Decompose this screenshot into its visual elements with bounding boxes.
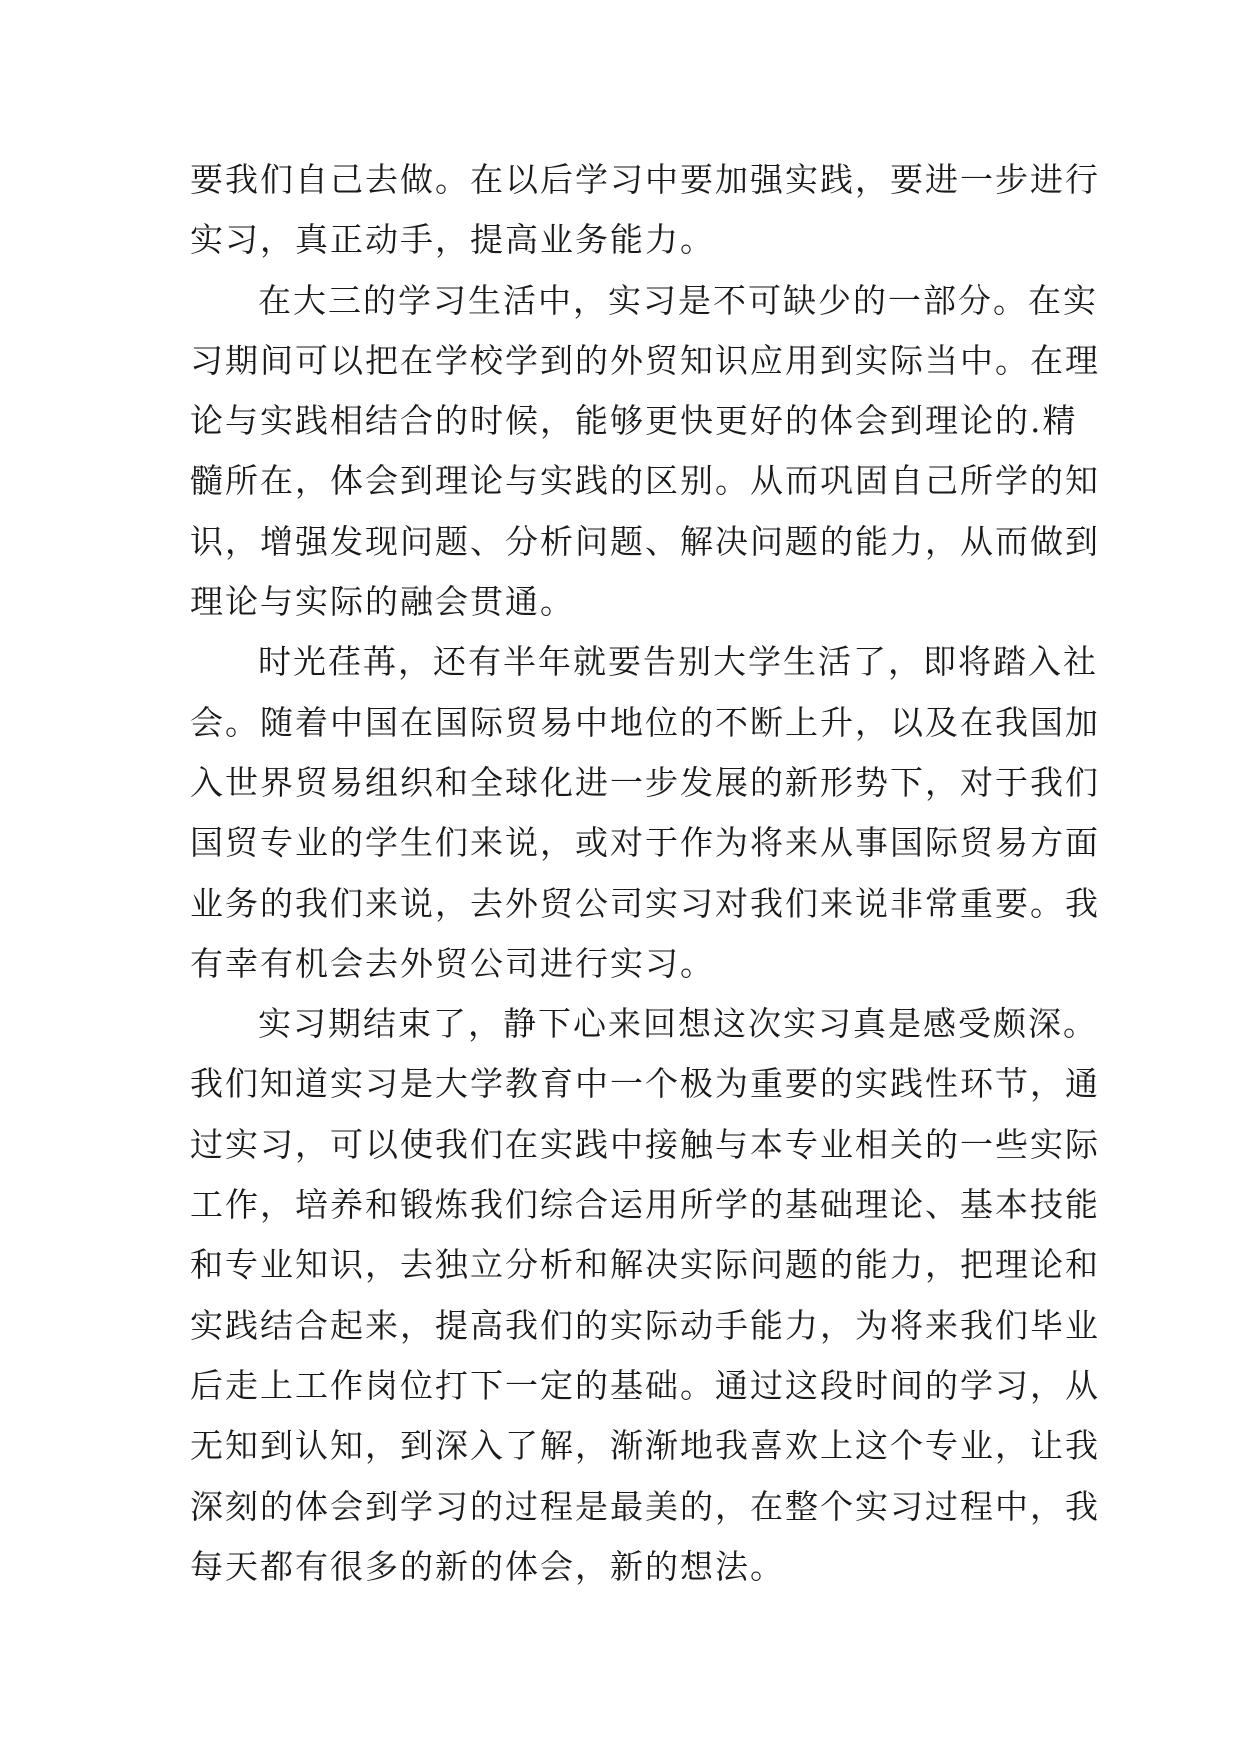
text-line: 无知到认知，到深入了解，渐渐地我喜欢上这个专业，让我	[190, 1426, 1100, 1466]
text-line: 习期间可以把在学校学到的外贸知识应用到实际当中。在理	[190, 340, 1100, 380]
body-text	[190, 150, 1100, 1597]
text-line: 入世界贸易组织和全球化进一步发展的新形势下，对于我们	[190, 762, 1100, 802]
text-line: 后走上工作岗位打下一定的基础。通过这段时间的学习，从	[190, 1365, 1100, 1405]
text-line: 时光荏苒，还有半年就要告别大学生活了，即将踏入社	[258, 642, 1098, 682]
paragraph	[190, 994, 1100, 1597]
paragraph	[190, 150, 1100, 271]
text-line: 我们知道实习是大学教育中一个极为重要的实践性环节，通	[190, 1064, 1100, 1104]
text-line: 过实习，可以使我们在实践中接触与本专业相关的一些实际	[190, 1124, 1100, 1164]
text-line: 业务的我们来说，去外贸公司实习对我们来说非常重要。我	[190, 883, 1100, 923]
text-line: 要我们自己去做。在以后学习中要加强实践，要进一步进行	[190, 160, 1100, 199]
text-line: 实习期结束了，静下心来回想这次实习真是感受颇深。	[258, 1004, 1098, 1044]
text-line: 每天都有很多的新的体会，新的想法。	[190, 1546, 785, 1586]
text-line: 工作，培养和锻炼我们综合运用所学的基础理论、基本技能	[190, 1185, 1100, 1225]
text-line: 识，增强发现问题、分析问题、解决问题的能力，从而做到	[190, 521, 1100, 561]
text-line: 在大三的学习生活中，实习是不可缺少的一部分。在实	[258, 280, 1098, 320]
text-line: 实习，真正动手，提高业务能力。	[190, 220, 715, 260]
paragraph	[190, 632, 1100, 994]
text-line: 理论与实际的融会贯通。	[190, 582, 575, 622]
text-line: 和专业知识，去独立分析和解决实际问题的能力，把理论和	[190, 1245, 1100, 1285]
paragraph	[190, 271, 1100, 633]
text-line: 实践结合起来，提高我们的实际动手能力，为将来我们毕业	[190, 1305, 1100, 1345]
text-line: 论与实践相结合的时候，能够更快更好的体会到理论的.精	[190, 401, 1078, 441]
text-line: 髓所在，体会到理论与实践的区别。从而巩固自己所学的知	[190, 461, 1100, 501]
text-line: 有幸有机会去外贸公司进行实习。	[190, 943, 715, 983]
text-line: 会。随着中国在国际贸易中地位的不断上升，以及在我国加	[190, 702, 1100, 742]
text-line: 深刻的体会到学习的过程是最美的，在整个实习过程中，我	[190, 1486, 1100, 1526]
text-line: 国贸专业的学生们来说，或对于作为将来从事国际贸易方面	[190, 823, 1100, 863]
